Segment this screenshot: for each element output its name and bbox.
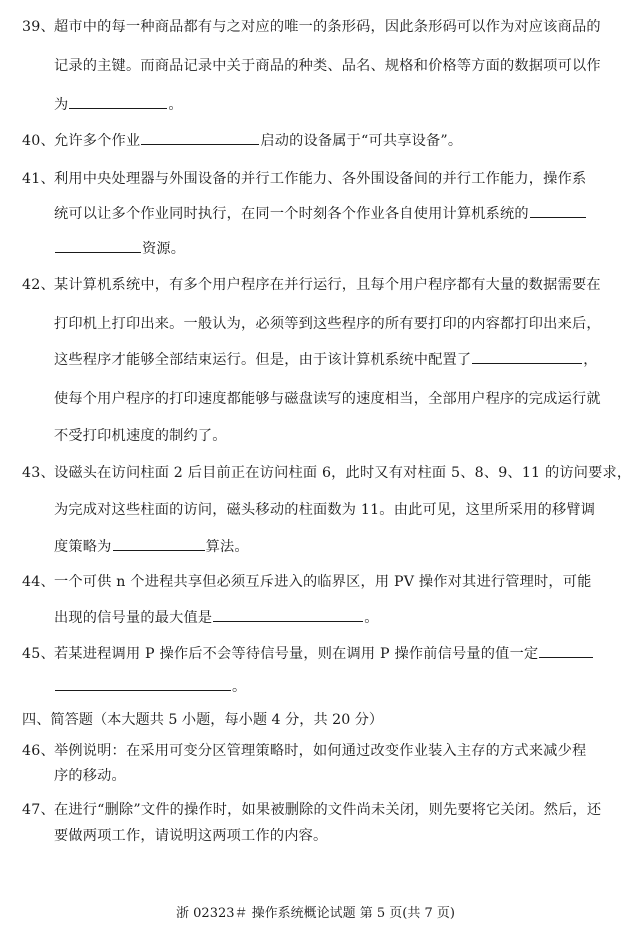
answer-blank — [141, 132, 259, 145]
question-text-with-blank: 资源。 — [54, 240, 185, 258]
question-text-with-blank: 统可以让多个作业同时执行，在同一个时刻各个作业各自使用计算机系统的 — [54, 205, 587, 223]
question-number: 47、 — [22, 802, 55, 818]
question-text: 超市中的每一种商品都有与之对应的唯一的条形码，因此条形码可以作为对应该商品的 — [54, 19, 601, 35]
answer-blank — [213, 609, 363, 622]
question-number: 42、 — [22, 277, 55, 293]
answer-blank — [530, 205, 586, 218]
question-text: 在进行“删除”文件的操作时，如果被删除的文件尚未关闭，则先要将它关闭。然后，还 — [54, 802, 602, 818]
question-text: 利用中央处理器与外围设备的并行工作能力、各外围设备间的并行工作能力，操作系 — [54, 171, 587, 187]
question-number: 45、 — [22, 646, 55, 662]
question-text: 为完成对这些柱面的访问，磁头移动的柱面数为 11。由此可见，这里所采用的移臂调 — [54, 502, 596, 518]
question-text: 序的移动。 — [54, 768, 126, 784]
answer-blank — [55, 678, 231, 691]
answer-blank — [69, 96, 167, 109]
question-text: 设磁头在访问柱面 2 后目前正在访问柱面 6，此时又有对柱面 5、8、9、11 的访问要求， — [54, 465, 631, 481]
question-text-with-blank: 为 。 — [54, 97, 183, 113]
question-text-with-blank: 度策略为 算法。 — [54, 539, 249, 555]
question-text: 举例说明：在采用可变分区管理策略时，如何通过改变作业装入主存的方式来减少程 — [54, 743, 587, 759]
answer-blank — [539, 645, 593, 658]
question-text-with-blank: 出现的信号量的最大值是 。 — [54, 610, 379, 626]
question-number: 40、 — [22, 133, 55, 149]
section-heading: 四、简答题（本大题共 5 小题，每小题 4 分，共 20 分） — [22, 712, 384, 728]
question-number: 41、 — [22, 171, 55, 187]
answer-blank — [55, 240, 141, 253]
question-text-with-blank: 这些程序才能够全部结束运行。但是，由于该计算机系统中配置了 ， — [54, 352, 598, 368]
page-footer: 浙 02323＃ 操作系统概论试题 第 5 页(共 7 页) — [176, 906, 455, 921]
question-number: 43、 — [22, 465, 55, 481]
question-text: 某计算机系统中，有多个用户程序在并行运行，且每个用户程序都有大量的数据需要在 — [54, 277, 601, 293]
question-number: 39、 — [22, 19, 55, 35]
question-text: 使每个用户程序的打印速度都能够与磁盘读写的速度相当，全部用户程序的完成运行就 — [54, 391, 601, 407]
question-text: 打印机上打印出来。一般认为，必须等到这些程序的所有要打印的内容都打印出来后， — [54, 316, 601, 332]
question-text-with-blank: 。 — [54, 678, 246, 696]
question-text: 记录的主键。而商品记录中关于商品的种类、品名、规格和价格等方面的数据项可以作 — [54, 58, 601, 74]
answer-blank — [472, 351, 582, 364]
question-number: 44、 — [22, 574, 55, 590]
answer-blank — [113, 538, 205, 551]
question-number: 46、 — [22, 743, 55, 759]
question-text-with-blank: 允许多个作业 启动的设备属于“可共享设备”。 — [54, 133, 463, 149]
question-text: 要做两项工作，请说明这两项工作的内容。 — [54, 828, 328, 844]
question-text: 一个可供 n 个进程共享但必须互斥进入的临界区，用 PV 操作对其进行管理时，可能 — [54, 574, 592, 590]
question-text: 不受打印机速度的制约了。 — [54, 428, 227, 444]
question-text-with-blank: 若某进程调用 P 操作后不会等待信号量，则在调用 P 操作前信号量的值一定 — [54, 645, 594, 663]
